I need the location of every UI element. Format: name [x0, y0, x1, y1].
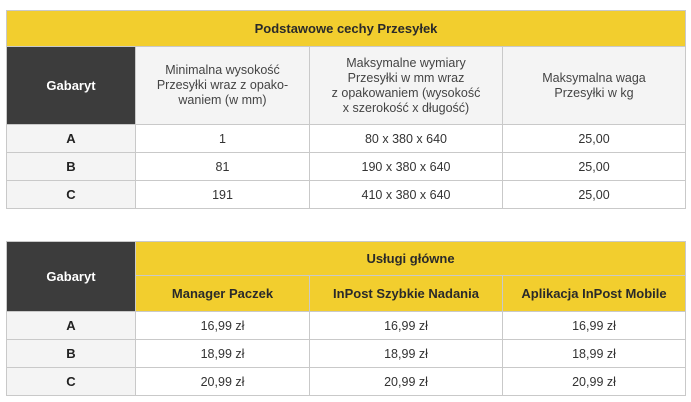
- table-row: [7, 312, 686, 340]
- min-height-header: Minimalna wysokość Przesyłki wraz z opako- waniem (w mm): [136, 47, 310, 125]
- price-value: 16,99 zł: [136, 312, 310, 340]
- table-row: [7, 181, 686, 209]
- row-label: A: [7, 312, 136, 340]
- row-label: C: [7, 368, 136, 396]
- weight-value: 25,00: [503, 153, 686, 181]
- main-services-table: [6, 241, 686, 396]
- row-label: B: [7, 340, 136, 368]
- dimensions-value: 80 x 380 x 640: [310, 125, 503, 153]
- row-label: C: [7, 181, 136, 209]
- table-row: [7, 153, 686, 181]
- basic-features-table: [6, 10, 686, 209]
- min-height-value: 81: [136, 153, 310, 181]
- max-dimensions-header: Maksymalne wymiary Przesyłki w mm wraz z opakowaniem (wysokość x szerokość x długość): [310, 47, 503, 125]
- gabaryt-header: Gabaryt: [7, 47, 136, 125]
- szybkie-nadania-header: InPost Szybkie Nadania: [310, 276, 503, 312]
- table-title: Podstawowe cechy Przesyłek: [7, 11, 686, 47]
- max-weight-header: Maksymalna waga Przesyłki w kg: [503, 47, 686, 125]
- weight-value: 25,00: [503, 181, 686, 209]
- price-value: 18,99 zł: [503, 340, 686, 368]
- price-value: 20,99 zł: [136, 368, 310, 396]
- dimensions-value: 190 x 380 x 640: [310, 153, 503, 181]
- price-value: 16,99 zł: [310, 312, 503, 340]
- price-value: 16,99 zł: [503, 312, 686, 340]
- weight-value: 25,00: [503, 125, 686, 153]
- dimensions-value: 410 x 380 x 640: [310, 181, 503, 209]
- price-value: 18,99 zł: [310, 340, 503, 368]
- table-row: [7, 125, 686, 153]
- price-value: 20,99 zł: [503, 368, 686, 396]
- min-height-value: 191: [136, 181, 310, 209]
- price-value: 20,99 zł: [310, 368, 503, 396]
- table-row: [7, 340, 686, 368]
- price-value: 18,99 zł: [136, 340, 310, 368]
- gabaryt-header: Gabaryt: [7, 242, 136, 312]
- min-height-value: 1: [136, 125, 310, 153]
- manager-paczek-header: Manager Paczek: [136, 276, 310, 312]
- row-label: B: [7, 153, 136, 181]
- main-services-header: Usługi główne: [136, 242, 686, 276]
- row-label: A: [7, 125, 136, 153]
- table-row: [7, 368, 686, 396]
- inpost-mobile-header: Aplikacja InPost Mobile: [503, 276, 686, 312]
